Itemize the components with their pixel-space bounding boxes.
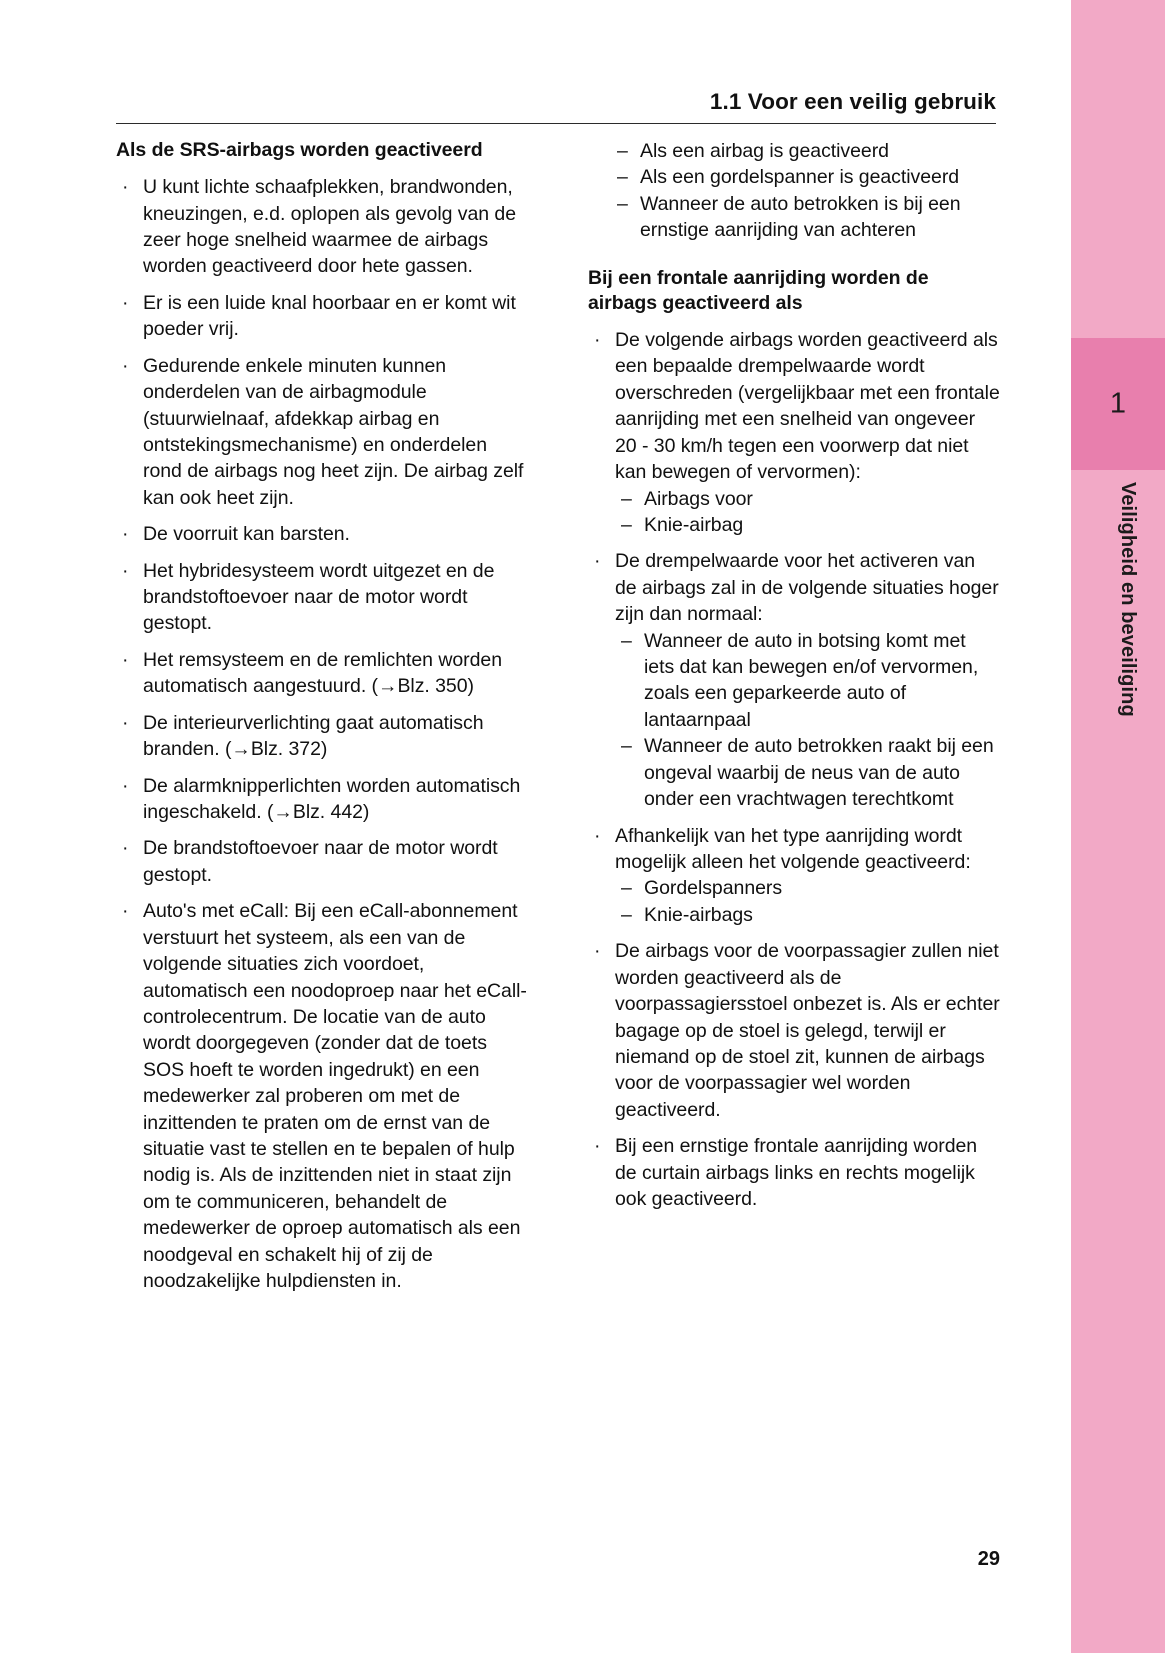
list-item-text: Gordelspanners xyxy=(644,877,783,900)
list-item-text: U kunt lichte schaafplekken, brandwonden, kneuzingen, e.d. oplopen als gevolg van de zeer hoge snelheid waarmee de airbags worden geactiveerd door hete gassen. xyxy=(143,176,517,278)
list-item-text: Als een airbag is geactiveerd xyxy=(640,140,889,162)
list-item-text: Bij een ernstige frontale aanrijding worden de curtain airbags links en rechts mogelijk ook geactiveerd. xyxy=(615,1135,978,1211)
bullet-icon: · xyxy=(122,900,129,923)
list-item-text: Afhankelijk van het type aanrijding wordt mogelijk alleen het volgende geactiveerd: xyxy=(615,824,971,873)
header-divider xyxy=(116,123,996,124)
list-item xyxy=(621,902,1000,928)
list-item-text: Als een gordelspanner is geactiveerd xyxy=(640,166,960,189)
list-item-text: De brandstoftoevoer naar de motor wordt gestopt. xyxy=(143,837,498,886)
list-item xyxy=(617,164,1000,190)
list-item-text: De interieurverlichting gaat automatisch branden. (→Blz. 372) xyxy=(143,711,484,761)
list-item-text: Wanneer de auto in botsing komt met iets dat kan bewegen en/of vervormen, zoals een geparkeerde auto of lantaarnpaal xyxy=(644,629,979,731)
list-item xyxy=(621,628,1000,734)
dash-icon: – xyxy=(617,166,628,189)
bullet-icon: · xyxy=(122,523,129,546)
right-section-heading: Bij een frontale aanrijding worden de airbags geactiveerd als xyxy=(588,266,929,314)
list-item xyxy=(621,486,1000,512)
chapter-number: 1 xyxy=(1109,387,1127,420)
bullet-icon: · xyxy=(594,328,601,351)
left-section-heading: Als de SRS-airbags worden geactiveerd xyxy=(116,139,483,161)
list-item-text: Het hybridesysteem wordt uitgezet en de brandstoftoevoer naar de motor wordt gestopt. xyxy=(143,559,495,635)
list-item xyxy=(116,710,528,763)
bullet-icon: · xyxy=(594,550,601,573)
bullet-icon: · xyxy=(122,837,129,860)
bullet-icon: · xyxy=(122,291,129,314)
dash-icon: – xyxy=(621,629,632,652)
left-column xyxy=(116,138,528,1305)
list-item xyxy=(621,875,1000,901)
list-item-text: Wanneer de auto betrokken is bij een ernstige aanrijding van achteren xyxy=(640,192,961,242)
header-title: 1.1 Voor een veilig gebruik xyxy=(709,89,996,114)
bullet-icon: · xyxy=(122,354,129,377)
list-item xyxy=(116,773,528,826)
list-item xyxy=(588,548,1000,812)
chapter-side-tab xyxy=(1071,0,1165,1653)
bullet-icon: · xyxy=(122,774,129,797)
list-item xyxy=(621,512,1000,538)
list-item xyxy=(588,327,1000,538)
body-columns xyxy=(116,138,1000,1305)
left-bullet-list xyxy=(116,174,528,1294)
bullet-icon: · xyxy=(122,559,129,582)
list-item-text: Airbags voor xyxy=(644,487,753,510)
bullet-icon: · xyxy=(122,176,129,199)
list-item-text: Er is een luide knal hoorbaar en er komt wit poeder vrij. xyxy=(143,291,516,341)
right-column xyxy=(588,138,1000,1305)
list-item xyxy=(116,521,528,547)
sub-dash-list xyxy=(615,875,1000,928)
chapter-label: Veiligheid en beveiliging xyxy=(1117,482,1139,717)
list-item xyxy=(116,835,528,888)
list-item-text: Auto's met eCall: Bij een eCall-abonnement verstuurt het systeem, als een van de volgende situaties zich voordoet, automatisch een noodoproep naar het eCall-controlecentrum. De locatie van de auto wordt doorgegeven (zonder dat de toets SOS hoeft te worden ingedrukt) en een medewerker zal proberen om met de inzittenden te praten om de ernst van de situatie vast te stellen en te bepalen of hulp nodig is. Als de inzittenden niet in staat zijn om te communiceren, behandelt de medewerker de oproep automatisch als een noodgeval en schakelt hij of zij de noodzakelijke hulpdiensten in. xyxy=(143,900,527,1293)
page-number: 29 xyxy=(977,1548,1000,1570)
dash-icon: – xyxy=(621,877,632,900)
list-item-text: De drempelwaarde voor het activeren van de airbags zal in de volgende situaties hoger zijn dan normaal: xyxy=(615,550,999,626)
list-item-text: De alarmknipperlichten worden automatisch ingeschakeld. (→Blz. 442) xyxy=(143,774,521,823)
list-item xyxy=(617,138,1000,164)
dash-icon: – xyxy=(621,903,632,926)
running-header xyxy=(116,88,996,124)
dash-icon: – xyxy=(617,140,628,162)
bullet-icon: · xyxy=(594,824,601,847)
list-item-text: Het remsysteem en de remlichten worden automatisch aangestuurd. (→Blz. 350) xyxy=(143,648,503,698)
bullet-icon: · xyxy=(122,648,129,671)
sub-dash-list xyxy=(615,486,1000,539)
list-item xyxy=(116,353,528,512)
list-item-text: De volgende airbags worden geactiveerd als een bepaalde drempelwaarde wordt overschreden (vergelijkbaar met een frontale aanrijding met een snelheid van ongeveer 20 - 30 km/h tegen een voorwerp dat niet kan bewegen of vervormen): xyxy=(615,328,1000,484)
list-item xyxy=(588,1133,1000,1212)
list-item xyxy=(617,191,1000,244)
list-item-text: De voorruit kan barsten. xyxy=(143,523,350,546)
list-item xyxy=(116,174,528,280)
dash-icon: – xyxy=(621,513,632,536)
list-item-text: Knie-airbags xyxy=(644,903,753,926)
chapter-number-block xyxy=(1071,338,1165,470)
list-item xyxy=(621,733,1000,812)
list-item xyxy=(588,823,1000,929)
list-item-text: De airbags voor de voorpassagier zullen niet worden geactiveerd als de voorpassagiersstoel onbezet is. Als er echter bagage op de stoel is gelegd, terwijl er niemand op de stoel zit, kunnen de airbags voor de voorpassagier wel worden geactiveerd. xyxy=(615,940,1000,1121)
bullet-icon: · xyxy=(594,940,601,963)
bullet-icon: · xyxy=(594,1135,601,1158)
list-item xyxy=(116,898,528,1294)
list-item-text: Knie-airbag xyxy=(644,513,744,536)
dash-icon: – xyxy=(617,192,628,215)
list-item-text: Gedurende enkele minuten kunnen onderdelen van de airbagmodule (stuurwielnaaf, afdekkap airbag en ontstekingsmechanisme) en onderdelen rond de airbags nog heet zijn. De airbag zelf kan ook heet zijn. xyxy=(143,354,524,509)
bullet-icon: · xyxy=(122,711,129,734)
list-item-text: Wanneer de auto betrokken raakt bij een ongeval waarbij de neus van de auto onder een vrachtwagen terechtkomt xyxy=(644,735,994,811)
dash-icon: – xyxy=(621,487,632,510)
list-item xyxy=(116,647,528,700)
dash-icon: – xyxy=(621,735,632,758)
list-item xyxy=(116,558,528,637)
sub-dash-list xyxy=(615,628,1000,813)
right-bullet-list xyxy=(588,327,1000,1213)
list-item xyxy=(588,938,1000,1123)
list-item xyxy=(116,290,528,343)
right-leadin-dash-list xyxy=(588,138,1000,244)
